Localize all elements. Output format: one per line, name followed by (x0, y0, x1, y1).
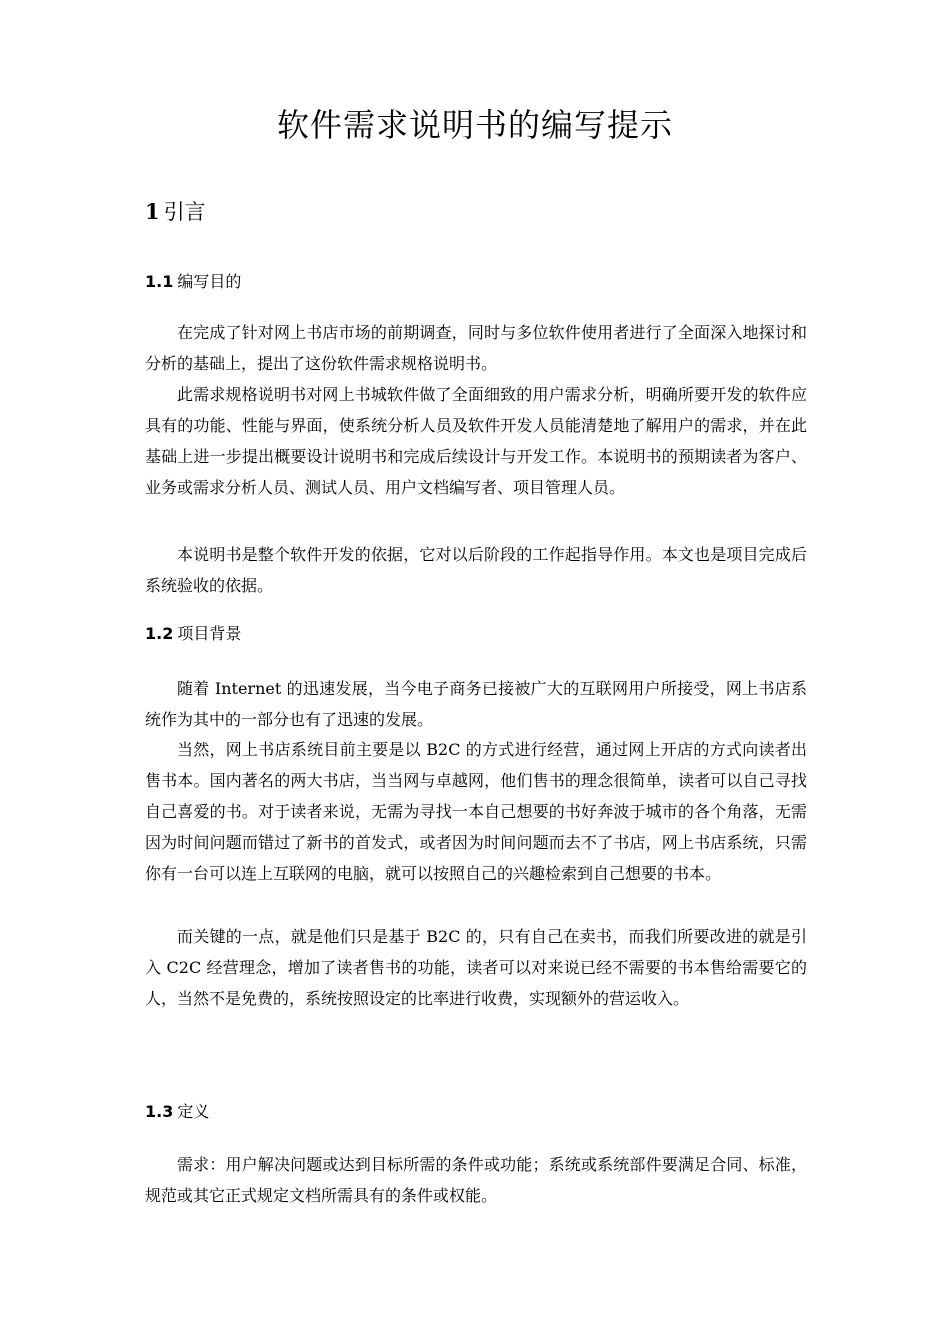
section-number: 1 (145, 199, 160, 224)
section-number: 1.1 (145, 272, 174, 291)
document-title: 软件需求说明书的编写提示 (276, 106, 673, 144)
paragraph: 当然，网上书店系统目前主要是以 B2C 的方式进行经营，通过网上开店的方式向读者出售书本。国内著名的两大书店，当当网与卓越网，他们售书的理念很简单，读者可以自己寻找自己喜爱的书。对于读者来说，无需为寻找一本自己想要的书好奔波于城市的各个角落，无需因为时间问题而错过了新书的首发式，或者因为时间问题而去不了书店，网上书店系统，只需你有一台可以连上互联网的电脑，就可以按照自己的兴趣检索到自己想要的书本。 (145, 740, 807, 883)
section-heading-1-3 (145, 1099, 209, 1125)
section-number: 1.2 (145, 624, 174, 643)
section-heading-1-2 (145, 621, 241, 647)
paragraph: 随着 Internet 的迅速发展，当今电子商务已接被广大的互联网用户所接受，网上书店系统作为其中的一部分也有了迅速的发展。 (145, 679, 807, 729)
section-title: 引言 (163, 200, 206, 224)
section-title: 定义 (177, 1102, 210, 1121)
section-number: 1.3 (145, 1102, 174, 1121)
section-heading-1-1 (145, 269, 241, 295)
paragraph: 此需求规格说明书对网上书城软件做了全面细致的用户需求分析，明确所要开发的软件应具有的功能、性能与界面，使系统分析人员及软件开发人员能清楚地了解用户的需求，并在此基础上进一步提出概要设计说明书和完成后续设计与开发工作。本说明书的预期读者为客户、业务或需求分析人员、测试人员、用户文档编写者、项目管理人员。 (145, 385, 807, 497)
paragraph: 需求：用户解决问题或达到目标所需的条件或功能；系统或系统部件要满足合同、标准，规范或其它正式规定文档所需具有的条件或权能。 (145, 1155, 807, 1205)
paragraph: 本说明书是整个软件开发的依据，它对以后阶段的工作起指导作用。本文也是项目完成后系统验收的依据。 (145, 545, 807, 595)
section-title: 编写目的 (177, 272, 242, 291)
paragraph: 而关键的一点，就是他们只是基于 B2C 的，只有自己在卖书，而我们所要改进的就是引入 C2C 经营理念，增加了读者售书的功能，读者可以对来说已经不需要的书本售给需要它的人，当然不是免费的，系统按照设定的比率进行收费，实现额外的营运收入。 (145, 927, 807, 1008)
section-title: 项目背景 (177, 624, 242, 643)
section-heading-1 (145, 196, 206, 228)
paragraph: 在完成了针对网上书店市场的前期调查，同时与多位软件使用者进行了全面深入地探讨和分析的基础上，提出了这份软件需求规格说明书。 (145, 323, 807, 373)
